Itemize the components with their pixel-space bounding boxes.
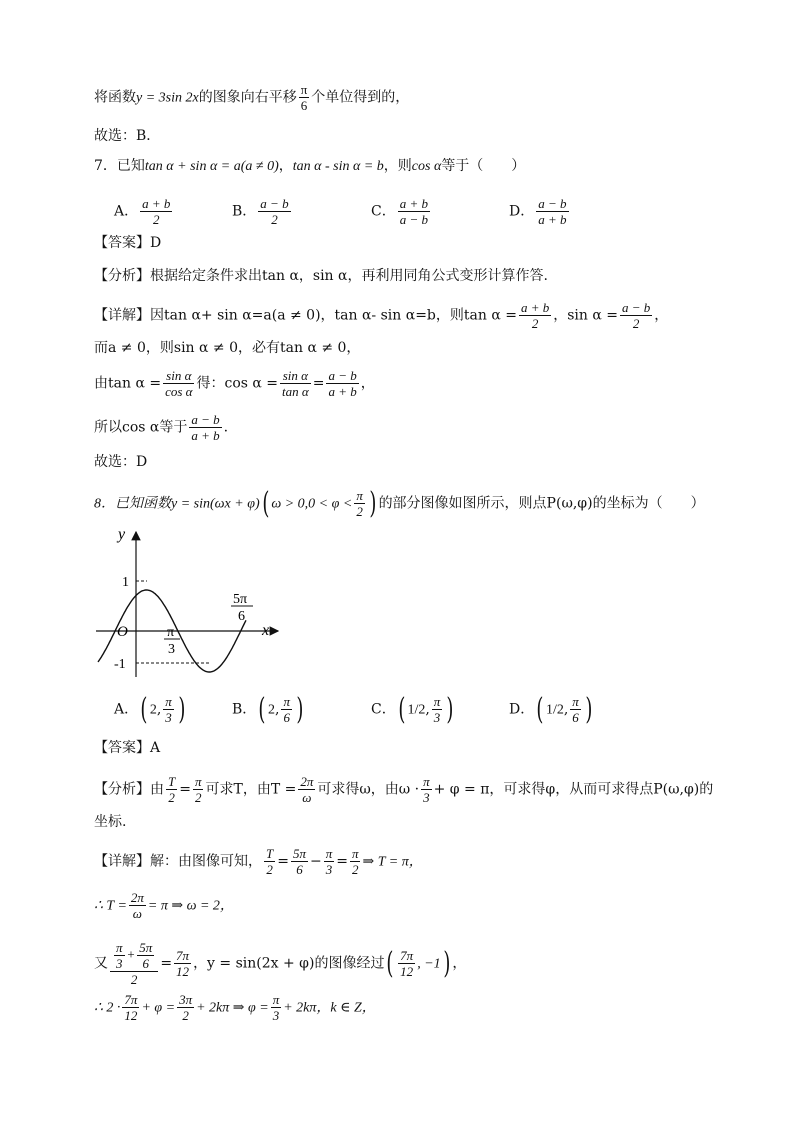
fraction xyxy=(298,774,315,805)
q8-analysis-2: 坐标. xyxy=(94,814,127,830)
text: + φ = π，可求得φ，从而可求得点P(ω,φ)的 xyxy=(433,781,714,798)
tag: 【答案】 xyxy=(94,235,150,251)
text: + φ = xyxy=(141,1000,176,1016)
fraction xyxy=(177,992,194,1023)
denominator: 2 xyxy=(632,316,640,331)
text: ∴ 2 · xyxy=(94,1000,121,1016)
text: . xyxy=(223,419,229,436)
q8-detail-3 xyxy=(94,940,466,987)
denominator: 12 xyxy=(176,964,190,979)
text: 解：由图像可知， xyxy=(150,853,262,870)
numerator: 7π xyxy=(176,948,190,963)
coord-a: 2 xyxy=(149,702,157,718)
paren-right: ) xyxy=(585,691,593,727)
text: 7．已知 xyxy=(94,158,145,174)
numerator: a − b xyxy=(260,196,289,211)
numerator: 7π xyxy=(400,948,414,963)
numerator: π xyxy=(165,694,172,709)
paren-left: ( xyxy=(140,691,148,727)
tick-1: 1 xyxy=(122,575,129,590)
text: ，y = sin(2x + φ)的图像经过 xyxy=(193,955,385,972)
answer-value: A xyxy=(150,740,161,756)
text: 由tan α = xyxy=(94,375,162,392)
fraction xyxy=(137,940,154,971)
paren-left: ( xyxy=(398,691,406,727)
text: = xyxy=(312,375,325,392)
fraction xyxy=(398,948,415,979)
tick-3: 3 xyxy=(168,642,175,657)
question-7-stem xyxy=(94,156,525,177)
coord-a: 1/2 xyxy=(407,702,426,718)
numerator: π xyxy=(433,694,441,709)
numerator: sin α xyxy=(280,368,311,384)
fraction xyxy=(324,846,335,877)
numerator: T xyxy=(266,846,274,861)
paren-right: ) xyxy=(442,945,451,981)
text: = π ⇒ ω = 2， xyxy=(147,898,234,914)
text: ，则 xyxy=(383,158,412,174)
option-label: A． xyxy=(114,203,139,220)
option-label: A． xyxy=(114,701,139,718)
text: 等于（ ） xyxy=(441,158,526,174)
fraction xyxy=(519,300,551,331)
text: = xyxy=(336,853,348,870)
numerator: a − b xyxy=(538,196,567,211)
text: 的部分图像如图所示，则点P(ω,φ)的坐标为（ ） xyxy=(378,495,705,512)
paren-left: ( xyxy=(258,691,266,727)
fraction xyxy=(281,694,292,725)
tick-6: 6 xyxy=(238,609,245,624)
text: 个单位得到的， xyxy=(311,89,410,106)
denominator: 3 xyxy=(423,790,430,805)
fraction xyxy=(163,368,194,399)
fraction xyxy=(432,694,443,725)
denominator: 3 xyxy=(325,862,333,877)
numerator: a − b xyxy=(328,368,357,383)
denominator: 2 xyxy=(266,862,273,877)
text: 可求得ω，由ω · xyxy=(317,781,420,798)
q7-detail-3 xyxy=(94,368,375,399)
q8-analysis-1 xyxy=(94,774,713,805)
formula: y = 3sin 2x xyxy=(136,90,199,106)
text: = xyxy=(160,955,173,972)
select-line-1: 故选：B． xyxy=(94,128,161,144)
tick-pi: π xyxy=(167,625,175,640)
text: ， xyxy=(452,955,467,972)
denominator: 12 xyxy=(400,964,414,979)
denominator: 2 xyxy=(130,972,138,987)
fraction xyxy=(193,774,204,805)
numerator: π xyxy=(272,992,280,1007)
paren-right: ) xyxy=(369,485,377,521)
q8-option-c[interactable]: C．( 1/2, $\frac{\pi}{3}$ ) xyxy=(371,691,454,727)
fraction xyxy=(258,196,290,227)
option-label: D． xyxy=(509,701,535,718)
fraction xyxy=(280,368,311,399)
fraction xyxy=(271,992,282,1023)
tick-neg1: -1 xyxy=(114,657,126,672)
denominator: a + b xyxy=(191,428,220,443)
fraction xyxy=(354,488,365,519)
numerator: T xyxy=(168,774,176,789)
text: 将函数 xyxy=(94,89,136,106)
fraction xyxy=(129,890,146,921)
q7-detail-2: 而a ≠ 0，则sin α ≠ 0，必有tan α ≠ 0， xyxy=(94,340,361,356)
text: + 2kπ，k ∈ Z， xyxy=(283,1000,376,1016)
fraction xyxy=(421,774,432,805)
denominator: 2 xyxy=(194,790,202,805)
option-label: B． xyxy=(232,203,257,220)
text: − xyxy=(309,853,322,870)
denominator: 2 xyxy=(182,1008,189,1023)
fraction xyxy=(189,412,221,443)
condition: ω > 0,0 < φ < xyxy=(271,496,353,512)
paren-right: ) xyxy=(296,691,304,727)
text: = xyxy=(179,781,191,798)
tag: 【详解】 xyxy=(94,853,150,870)
text: = xyxy=(277,853,289,870)
numerator: π xyxy=(116,940,123,955)
paren-left: ( xyxy=(386,945,394,981)
denominator: 6 xyxy=(296,862,303,877)
formula: 8．已知函数y = sin(ωx + φ) xyxy=(94,496,260,512)
q7-detail-4 xyxy=(94,412,228,443)
fraction xyxy=(536,196,568,227)
fraction xyxy=(350,846,361,877)
q7-option-c[interactable] xyxy=(371,196,432,227)
denominator: 6 xyxy=(142,956,150,971)
text: 的图象向右平移 xyxy=(198,89,297,106)
text: 根据给定条件求出tan α，sin α，再利用同角公式变形计算作答. xyxy=(150,268,548,284)
denominator: a + b xyxy=(538,212,567,227)
numerator: π xyxy=(194,774,202,789)
text: 可求T，由T = xyxy=(205,781,297,798)
option-label: C． xyxy=(371,203,396,220)
text: 所以cos α等于 xyxy=(94,419,188,436)
numerator: a − b xyxy=(622,300,651,315)
numerator: 3π xyxy=(179,992,193,1007)
compound-fraction xyxy=(110,940,158,987)
denominator: 3 xyxy=(433,710,441,725)
text: ， xyxy=(654,307,669,324)
numerator: 2π xyxy=(130,890,144,905)
q8-option-d[interactable]: D．( 1/2, $\frac{\pi}{6}$ ) xyxy=(509,691,593,727)
numerator: sin α xyxy=(163,368,194,384)
numerator: a + b xyxy=(399,196,428,211)
text: ⇒ T = π， xyxy=(362,854,423,870)
q7-option-d[interactable] xyxy=(509,196,571,227)
denominator: 6 xyxy=(572,710,579,725)
q8-detail-1 xyxy=(94,846,423,877)
option-label: B． xyxy=(232,701,257,718)
q7-detail-1 xyxy=(94,300,668,331)
coord-a: 1/2 xyxy=(545,702,564,718)
fraction xyxy=(166,774,177,805)
text: ∴ T = xyxy=(94,898,127,914)
q7-option-a[interactable] xyxy=(114,196,174,227)
fraction xyxy=(398,196,430,227)
tag: 【分析】 xyxy=(94,268,150,284)
text: 又 xyxy=(94,955,108,972)
denominator: a + b xyxy=(328,384,357,399)
numerator: π xyxy=(300,82,308,97)
tag: 【详解】 xyxy=(94,307,150,324)
q8-detail-4 xyxy=(94,992,376,1023)
text: ， xyxy=(278,158,293,174)
option-label: D． xyxy=(509,203,535,220)
sine-graph xyxy=(90,522,290,682)
q7-analysis xyxy=(94,266,548,286)
denominator: a − b xyxy=(399,212,428,227)
paren-left: ( xyxy=(536,691,544,727)
denominator: tan α xyxy=(282,384,309,399)
numerator: π xyxy=(423,774,430,789)
denominator: 3 xyxy=(272,1008,280,1023)
paren-left: ( xyxy=(261,485,269,521)
numerator: 2π xyxy=(300,774,314,789)
text: 由 xyxy=(150,781,164,798)
fraction xyxy=(122,992,139,1023)
q8-detail-2 xyxy=(94,890,234,921)
numerator: π xyxy=(325,846,333,861)
fraction xyxy=(299,82,310,113)
formula: cos α xyxy=(411,159,442,174)
fraction xyxy=(291,846,308,877)
fraction xyxy=(174,948,191,979)
numerator: 5π xyxy=(139,940,153,955)
denominator: 2 xyxy=(531,316,539,331)
coord-a: 2 xyxy=(268,702,276,718)
denominator: 6 xyxy=(283,710,290,725)
fraction xyxy=(140,196,172,227)
compound-numerator xyxy=(110,940,158,972)
denominator: cos α xyxy=(165,384,193,399)
text: 因tan α+ sin α=a(a ≠ 0)，tan α- sin α=b，则tan α = xyxy=(150,307,517,324)
fraction xyxy=(163,694,174,725)
line-shift xyxy=(94,82,409,113)
q7-answer xyxy=(94,233,161,253)
select-line-2: 故选：D xyxy=(94,454,148,470)
answer-value: D xyxy=(150,235,162,251)
tick-5pi: 5π xyxy=(233,592,248,607)
denominator: ω xyxy=(302,790,312,805)
numerator: 5π xyxy=(292,846,306,861)
text: + 2kπ ⇒ φ = xyxy=(196,1000,269,1016)
origin-label: O xyxy=(117,624,128,640)
denominator: 3 xyxy=(116,956,123,971)
paren-right: ) xyxy=(178,691,186,727)
denominator: 2 xyxy=(271,212,278,227)
denominator: 2 xyxy=(153,212,160,227)
tag: 【答案】 xyxy=(94,740,150,756)
numerator: π xyxy=(351,846,359,861)
fraction xyxy=(264,846,275,877)
text: ， xyxy=(360,375,375,392)
option-label: C． xyxy=(371,701,396,718)
denominator: 2 xyxy=(168,790,175,805)
y-label: y xyxy=(118,526,126,543)
numerator: π xyxy=(572,694,579,709)
fraction xyxy=(114,940,125,971)
denominator: 6 xyxy=(300,98,308,113)
fraction xyxy=(620,300,652,331)
numerator: 7π xyxy=(124,992,138,1007)
text: ，sin α = xyxy=(553,307,619,324)
numerator: a + b xyxy=(520,300,550,315)
fraction xyxy=(326,368,358,399)
formula: tan α + sin α = a(a ≠ 0) xyxy=(144,159,279,174)
q8-option-a[interactable]: A．( 2, $\frac{\pi}{3}$ ) xyxy=(114,691,186,727)
numerator: π xyxy=(356,488,363,503)
denominator: 2 xyxy=(351,862,359,877)
q8-answer xyxy=(94,738,160,758)
denominator: 12 xyxy=(124,1008,138,1023)
numerator: π xyxy=(283,694,290,709)
q7-option-b[interactable] xyxy=(232,196,293,227)
text: 得：cos α = xyxy=(196,375,279,392)
numerator: a − b xyxy=(191,412,220,427)
x-label: x xyxy=(262,622,270,639)
denominator: 2 xyxy=(356,504,363,519)
fraction xyxy=(570,694,581,725)
formula: tan α - sin α = b xyxy=(292,159,384,174)
denominator: ω xyxy=(132,906,142,921)
question-8-stem xyxy=(94,485,705,521)
text: + xyxy=(126,946,136,962)
denominator: 3 xyxy=(165,710,172,725)
numerator: a + b xyxy=(142,196,171,211)
text: , −1 xyxy=(417,956,441,972)
q8-option-b[interactable]: B．( 2, $\frac{\pi}{6}$ ) xyxy=(232,691,304,727)
tag: 【分析】 xyxy=(94,781,150,798)
paren-right: ) xyxy=(446,691,454,727)
